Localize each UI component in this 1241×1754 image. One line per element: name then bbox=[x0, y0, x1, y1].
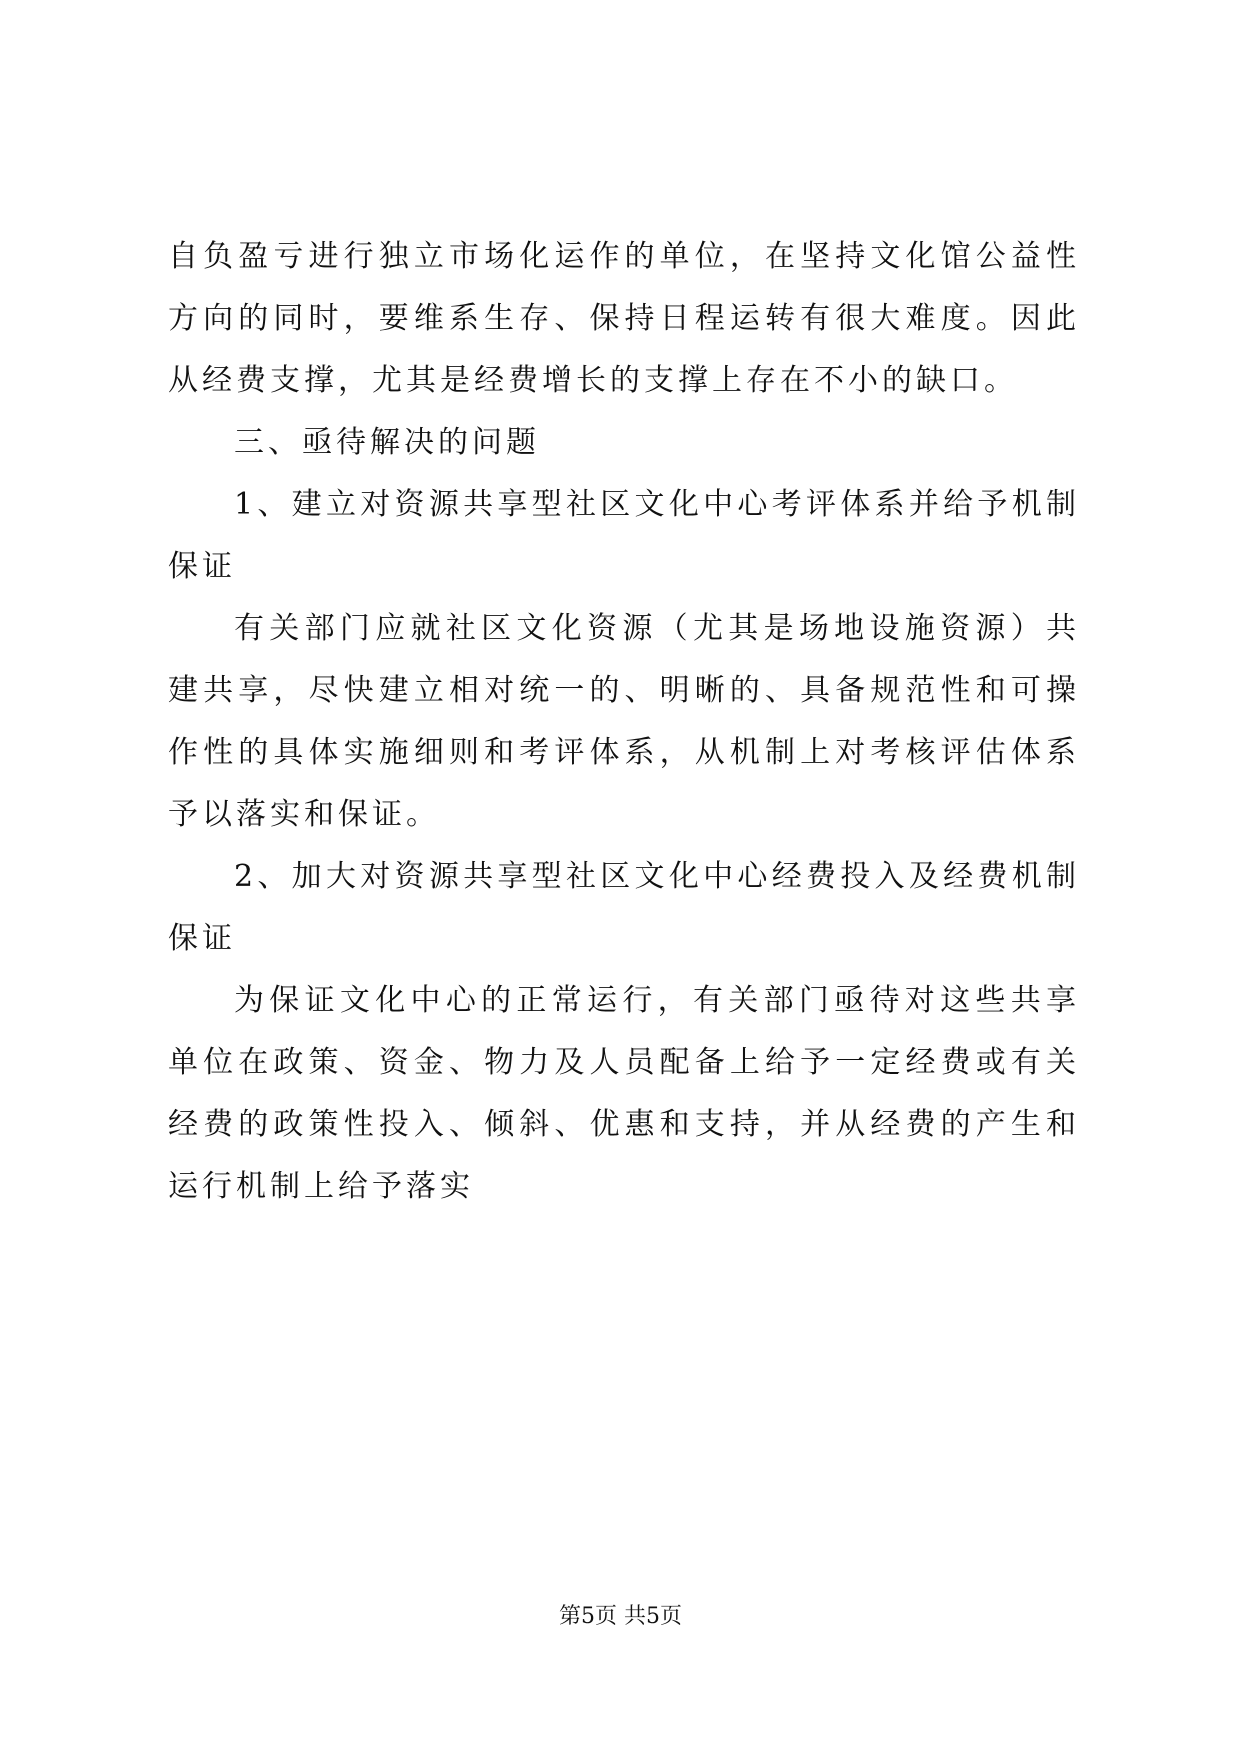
paragraph-1: 有关部门应就社区文化资源（尤其是场地设施资源）共建共享，尽快建立相对统一的、明晰的、具备规范性和可操作性的具体实施细则和考评体系，从机制上对考核评估体系予以落实和保证。 bbox=[168, 611, 1080, 832]
section-heading: 三、亟待解决的问题 bbox=[234, 425, 540, 460]
page-footer: 第5页 共5页 bbox=[559, 1604, 682, 1629]
paragraph-continuation: 自负盈亏进行独立市场化运作的单位，在坚持文化馆公益性方向的同时，要维系生存、保持日程运转有很大难度。因此从经费支撑，尤其是经费增长的支撑上存在不小的缺口。 bbox=[168, 239, 1080, 398]
subheading-1: 1、建立对资源共享型社区文化中心考评体系并给予机制保证 bbox=[168, 487, 1080, 584]
subheading-2: 2、加大对资源共享型社区文化中心经费投入及经费机制保证 bbox=[168, 859, 1080, 956]
document-body bbox=[168, 226, 1080, 1218]
paragraph-2: 为保证文化中心的正常运行，有关部门亟待对这些共享单位在政策、资金、物力及人员配备上给予一定经费或有关经费的政策性投入、倾斜、优惠和支持，并从经费的产生和运行机制上给予落实 bbox=[168, 983, 1080, 1204]
